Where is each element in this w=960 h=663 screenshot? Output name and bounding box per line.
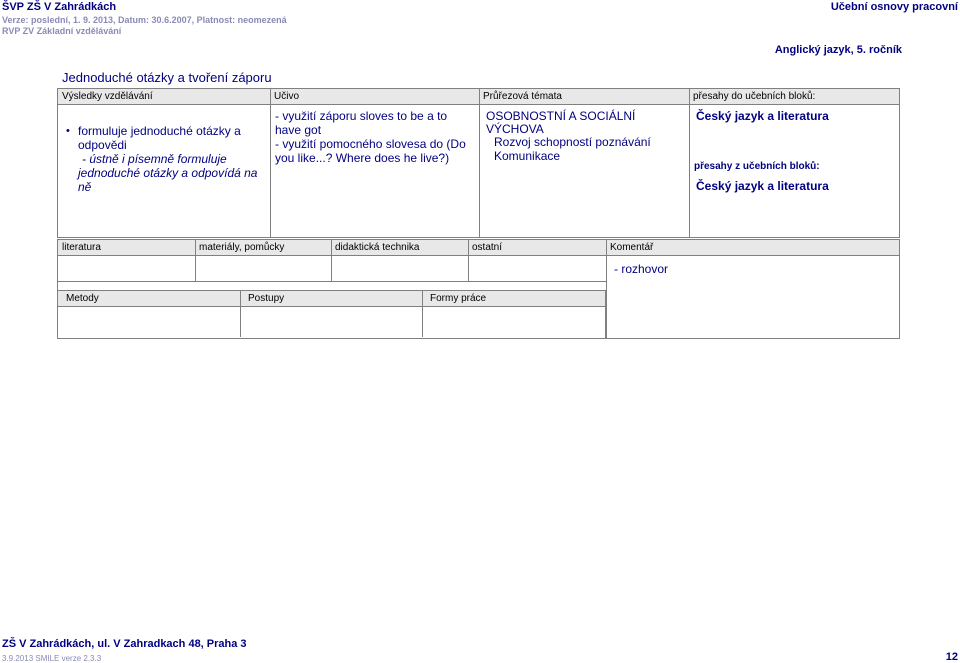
ucivo-line-1: - využití záporu sloves to be a to xyxy=(275,109,448,123)
ucivo-line-2: have got xyxy=(275,123,322,137)
link-cesky-jazyk-from[interactable]: Český jazyk a literatura xyxy=(696,179,829,193)
header-postupy: Postupy xyxy=(248,293,285,304)
outcome-line-3: - ústně i písemně formuluje xyxy=(82,152,227,166)
footer-version: 3.9.2013 SMILE verze 2.3.3 xyxy=(2,654,102,663)
theme-line-4: Komunikace xyxy=(494,149,561,163)
comment-text: - rozhovor xyxy=(614,262,669,276)
header-ucivo: Učivo xyxy=(274,91,300,102)
header-presahy-z: přesahy z učebních bloků: xyxy=(694,161,820,172)
subject-grade: Anglický jazyk, 5. ročník xyxy=(774,44,902,56)
ucivo-line-3: - využití pomocného slovesa do (Do xyxy=(275,137,466,151)
theme-line-1: OSOBNOSTNÍ A SOCIÁLNÍ xyxy=(486,109,636,123)
header-formy-prace: Formy práce xyxy=(430,293,487,304)
outcome-line-5: ně xyxy=(78,180,92,194)
header-materialy: materiály, pomůcky xyxy=(199,242,285,253)
theme-line-3: Rozvoj schopností poznávání xyxy=(494,135,651,149)
outcome-line-2: odpovědi xyxy=(78,138,127,152)
ucivo-line-4: you like...? Where does he live?) xyxy=(275,151,450,165)
version-line: Verze: poslední, 1. 9. 2013, Datum: 30.6.2007, Platnost: neomezená xyxy=(2,15,287,25)
link-cesky-jazyk-to[interactable]: Český jazyk a literatura xyxy=(696,109,829,123)
header-literatura: literatura xyxy=(62,242,101,253)
header-vysledky: Výsledky vzdělávání xyxy=(62,91,153,102)
theme-line-2: VÝCHOVA xyxy=(486,122,544,136)
methods-table-header xyxy=(58,290,605,306)
page-number: 12 xyxy=(945,651,958,663)
methods-table xyxy=(57,290,606,339)
outcome-line-4: jednoduché otázky a odpovídá na xyxy=(78,166,258,180)
header-prurezova-temata: Průřezová témata xyxy=(483,91,562,102)
document-type-label: Učební osnovy pracovní xyxy=(830,1,958,13)
header-metody: Metody xyxy=(66,293,99,304)
outcome-line-1: formuluje jednoduché otázky a xyxy=(78,124,241,138)
header-ostatni: ostatní xyxy=(472,242,503,253)
outcomes-table xyxy=(57,88,900,238)
header-komentar: Komentář xyxy=(610,242,654,253)
footer-address: ZŠ V Zahrádkách, ul. V Zahradkach 48, Praha 3 xyxy=(2,638,247,650)
topic-title: Jednoduché otázky a tvoření záporu xyxy=(62,70,272,85)
header-didakticka-technika: didaktická technika xyxy=(335,242,420,253)
document-title: ŠVP ZŠ V Zahrádkách xyxy=(2,1,117,13)
bullet-icon: • xyxy=(66,125,70,137)
rvp-line: RVP ZV Základní vzdělávání xyxy=(2,26,122,36)
header-presahy-do: přesahy do učebních bloků: xyxy=(693,91,816,102)
